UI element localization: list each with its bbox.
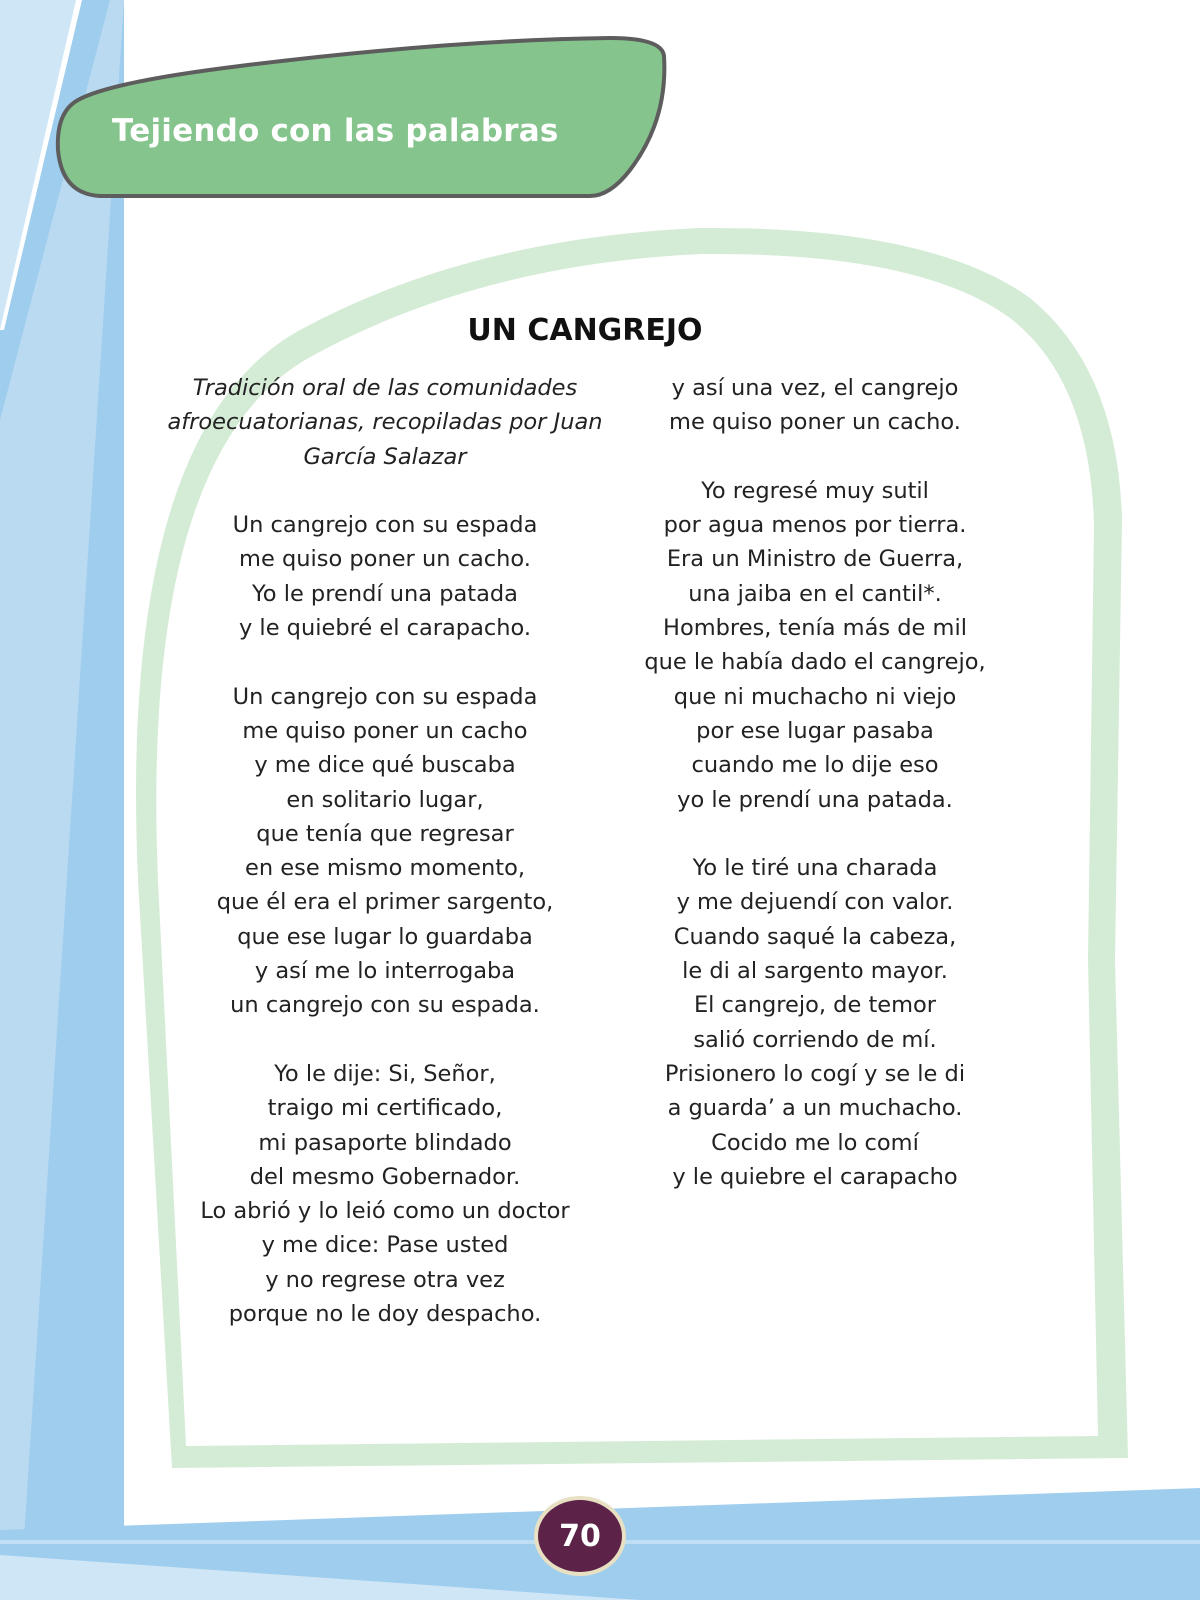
poem-attribution	[150, 371, 620, 474]
poem-line: en ese mismo momento,	[245, 855, 525, 882]
stanza-right-3	[600, 851, 1030, 1194]
poem-line: que ese lugar lo guardaba	[237, 923, 533, 950]
poem-line: y me dejuendí con valor.	[676, 889, 954, 916]
poem-line: del mesmo Gobernador.	[249, 1163, 521, 1190]
page-number: 70	[559, 1518, 601, 1554]
poem-line: Cuando saqué la cabeza,	[673, 923, 957, 950]
poem-line: que tenía que regresar	[256, 820, 514, 847]
poem-line: un cangrejo con su espada.	[230, 992, 540, 1019]
poem-line: Yo regresé muy sutil	[701, 477, 929, 504]
page-number-badge	[538, 1500, 622, 1572]
poem-line: porque no le doy despacho.	[228, 1301, 542, 1328]
poem-line: Hombres, tenía más de mil	[663, 615, 967, 642]
poem-line: que le había dado el cangrejo,	[644, 649, 986, 676]
poem-line: una jaiba en el cantil*.	[688, 580, 942, 607]
poem-line: traigo mi certificado,	[267, 1095, 503, 1122]
poem-line: Lo abrió y lo leió como un doctor	[200, 1198, 570, 1225]
stanza-right-1	[600, 371, 1030, 440]
attribution-line: García Salazar	[303, 443, 467, 470]
poem-line: Yo le dije: Si, Señor,	[274, 1060, 496, 1087]
poem-line: y le quiebré el carapacho.	[238, 615, 532, 642]
section-title: Tejiendo con las palabras	[112, 113, 559, 149]
poem-title: UN CANGREJO	[467, 313, 703, 348]
poem-left-column	[150, 371, 620, 1331]
attribution-line: Tradición oral de las comunidades	[192, 375, 578, 401]
poem-line: me quiso poner un cacho.	[239, 546, 531, 573]
poem-line: mi pasaporte blindado	[258, 1129, 512, 1156]
poem-line: y me dice: Pase usted	[261, 1232, 509, 1259]
poem-line: me quiso poner un cacho.	[669, 409, 961, 436]
poem-line: en solitario lugar,	[286, 786, 484, 813]
poem-line: y así una vez, el cangrejo	[671, 375, 959, 401]
poem-line: por ese lugar pasaba	[696, 717, 934, 744]
poem-line: Un cangrejo con su espada	[232, 683, 538, 710]
poem-line: y así me lo interrogaba	[254, 958, 516, 985]
poem-line: y le quiebre el carapacho	[672, 1163, 958, 1190]
poem-line: Yo le tiré una charada	[692, 855, 938, 882]
poem-line: y no regrese otra vez	[265, 1266, 505, 1293]
poem-line: Era un Ministro de Guerra,	[666, 546, 964, 573]
attribution-line: afroecuatorianas, recopiladas por Juan	[167, 409, 603, 436]
stanza-left-2	[150, 680, 620, 1023]
poem-line: salió corriendo de mí.	[693, 1026, 937, 1053]
poem-line: a guarda’ a un muchacho.	[667, 1095, 963, 1122]
section-tab	[112, 113, 559, 149]
stanza-left-3	[150, 1057, 620, 1331]
poem-line: y me dice qué buscaba	[254, 752, 516, 779]
poem-line: yo le prendí una patada.	[677, 786, 953, 813]
poem-line: Prisionero lo cogí y se le di	[664, 1060, 966, 1087]
poem-line: Yo le prendí una patada	[252, 580, 518, 607]
poem-line: que él era el primer sargento,	[216, 889, 554, 916]
poem-line: Cocido me lo comí	[711, 1129, 919, 1156]
poem-line: me quiso poner un cacho	[242, 717, 528, 744]
poem-line: cuando me lo dije eso	[691, 752, 939, 779]
poem-line: El cangrejo, de temor	[693, 992, 937, 1019]
stanza-left-1	[150, 508, 620, 645]
poem-right-column	[600, 371, 1030, 1194]
poem-line: le di al sargento mayor.	[682, 958, 948, 985]
poem-line: por agua menos por tierra.	[663, 512, 967, 539]
poem-line: que ni muchacho ni viejo	[673, 683, 957, 710]
stanza-right-2	[600, 474, 1030, 817]
poem-line: Un cangrejo con su espada	[232, 512, 538, 539]
